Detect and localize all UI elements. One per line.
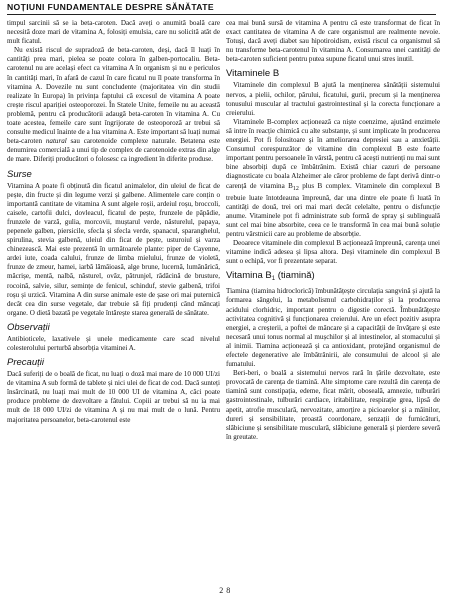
paragraph: timpul sarcinii să se ia beta-caroten. Dacă aveți o anumită boală care necesită doze mari de vitamina A, folosiți emulsia, care nu solicită atât de mult ficatul. [7,19,220,46]
paragraph: Tiamina (tiamina hidroclorică) îmbunătățește circulația sangvină și ajută la formarea sângelui, la metabolismul carbohidraților și la producerea acidului clorhidric, important pentru o digestie corectă. Îmbunătățește activitatea cognitivă și funcționarea creierului. Are un efect pozitiv asupra energiei, a creșterii, a poftei de mâncare și a capacității de învățare și este necesară unui tonus normal al mușchilor și al intestinelor, al stomacului și al inimii. Tiamina acționează și ca antioxidant, protejând organismul de efectele degenerative ale îmbătrânirii, ale consumului de alcool și ale fumatului. [226,287,440,369]
section-heading-surse: Surse [7,168,32,180]
section-heading-precautii: Precauții [7,357,44,369]
paragraph: Dacă suferiți de o boală de ficat, nu luați o doză mai mare de 10 000 UI/zi de vitamina A sub formă de tablete și nici ulei de ficat de cod. Dacă sunteți însărcinată, nu luați mai mult de 10 000 UI de vitamina A, căci poate produce probleme de dezvoltare a fătului. Copiii ar trebui să nu ia mai mult de 18 000 UI/zi de vitamina A și nu mai mult de o lună. Pentru majoritatea persoanelor, beta-carotenul este [7,370,220,424]
paragraph: Nu există riscul de supradoză de beta-caroten, deși, dacă îl luați în cantități prea mari, pielea se poate colora în galben-portocaliu. Beta-carotenul nu are același efect ca vitamina A în organism și nu e periculos în cantități mari, în afară de cazul în care ficatul nu îl poate transforma în vitamina A. Dovezile nu sunt concludente (majoritatea vin din studii realizate în Europa) în privința faptului că excesul de vitamina A poate crește riscul apariției osteoporozei. În Statele Unite, femeile nu au această problemă, pentru că producătorii adaugă beta-caroten în vitamina A. Cu toate acestea, femeile care sunt îngrijorate de osteoporoză ar trebui să consulte medicul înainte de a lua vitamina A. Este important să luați numai beta-caroten natural sau carotenoide complexe naturale. Betatena este denumirea comercială a unui tip de complex de carotenoide extras din alge de mare. Diferiți producători o folosesc ca ingredient în diferite produse. [7,46,220,164]
header-rule [7,14,436,15]
paragraph: Deoarece vitaminele din complexul B acționează împreună, carența unei vitamine indică adesea și lipsa altora. Deși vitaminele din complexul B sunt o echipă, vor fi prezentate separat. [226,239,440,266]
page-number: 2 8 [219,586,231,595]
paragraph: cea mai bună sursă de vitamina A pentru că este transformat de ficat în exact cantitatea de vitamina A de care organismul are realmente nevoie. Totuși, dacă aveți diabet sau hipotiroidism, există riscul ca organismul să nu transforme beta-carotenul în vitamina A. Consumarea unei cantități de beta-caroten suficient pentru putea supune ficatul unui stres inutil. [226,19,440,64]
paragraph: Vitamina A poate fi obținută din ficatul animalelor, din uleiul de ficat de pește, din fructe și din legume verzi și galbene. Alimentele care conțin o importantă cantitate de vitamina A sunt algele roșii, ardeiul roșu, broccoli, caisele, cartofii dulci, dovleacul, ficatul de pește, frunzele de păpădie, frunzele de varză, gulia, morcovii, muștarul verde, năsturelul, papaya, pepenele galben, piersicile, sfecla și sfecla verde, spanacul, sparanghelul, spirulina, stevia galbenă, uleiul din ficat de pește, usturoiul și varza chinezească. Mai este prezentă în următoarele plante: piper de Cayenne, ardei iute, coada calului, frunze de limba mielului, frunze de violetă, frunze de zmeur, hamei, iarbă lămâioasă, alge brune, lucernă, lumânărică, măcrișe, mentă, nalbă, năsturel, ovăz, pătrunjel, rădăcină de brusture, rocoină, salvie, silur, semințe de fenicul, schinduf, stevie galbenă, trifoi roșu și urzică. Vitamina A din surse animale este de șase ori mai puternică decât cea din surse vegetale, dar trebuie să fiți prudenți când mâncați organe. O dietă bazată pe vegetale întărește starea generală de sănătate. [7,181,220,317]
paragraph: Antibioticele, laxativele și unele medicamente care scad nivelul colesterolului perturbă absorbția vitaminei A. [7,334,220,352]
running-header: NOȚIUNI FUNDAMENTALE DESPRE SĂNĂTATE [7,2,214,12]
paragraph: Beri-beri, o boală a sistemului nervos rară în țările dezvoltate, este provocată de carența de tiamină. Alte simptome care rezultă din carența de tiamină sunt constipația, edeme, ficat mărit, oboseală, amnezie, tulburări gastrointestinale, tulburări cardiace, iritabilitate, respirație grea, lipsă de apetit, atrofie musculară, nervozitate, amorțire a picioarelor și a mâinilor, dureri și sensibilitate, proastă coordonare, senzații de furnicături, slăbiciune și sensibilitate musculară, slăbiciune generală și pierdere severă în greutate. [226,369,440,441]
left-column [7,19,220,584]
section-heading-observatii: Observații [7,321,50,333]
section-heading-vitamina-b1: Vitamina $B_1$ (tiamină) [226,270,315,283]
section-heading-vitamine-b: Vitaminele B [226,68,280,80]
paragraph: Vitaminele din complexul B ajută la menținerea sănătății sistemului nervos, a pielii, ochilor, părului, ficatului, gurii, precum și la menținerea tonusului muscular al tractului gastrointestinal și la corecta funcționare a creierului. [226,81,440,117]
paragraph: Vitaminele B-complex acționează ca niște coenzime, ajutând enzimele să intre în reacție chimică cu alte substanțe, și sunt implicate în producerea energiei. Pot fi folositoare și în ameliorarea depresiei sau a anxietății. Consumul corespunzător de vitamine din complexul B este foarte important pentru persoanele în vârstă, pentru că acești nutrienți nu mai sunt bine absorbiți după ce îmbătrânim. Există chiar cazuri de persoane diagnosticate cu boala Alzheimer ale căror probleme de fapt derivă dintr-o carență de vitamina $B_{12}$ plus B complex. Vitaminele din complexul B trebuie luate întotdeauna împreună, dar una dintre ele poate fi luată în cantități de două, trei ori mai mari decât celelalte, pentru o disfuncție anume. Vitaminele pot fi administrate sub formă de spray și sublinguală sunt cel mai bine absorbite, ceea ce le transformă în cea mai bună soluție pentru vârstnicii care au probleme de absorbție. [226,117,440,238]
right-column [226,19,440,584]
